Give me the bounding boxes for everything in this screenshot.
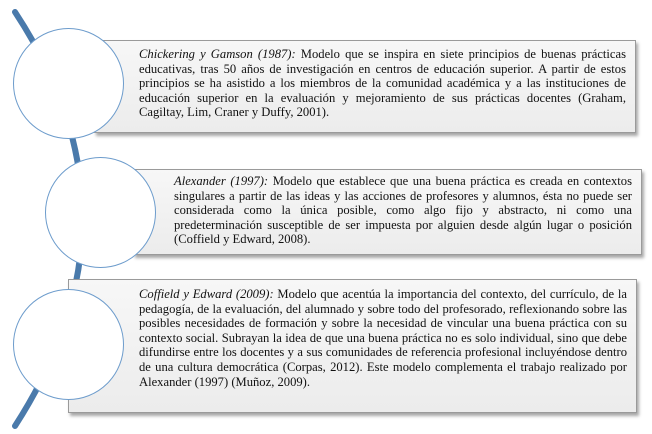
item-author-1: Chickering y Gamson (1987):	[139, 47, 296, 61]
item-text-2	[174, 174, 632, 247]
item-box-2	[133, 169, 642, 255]
item-box-3	[68, 279, 637, 413]
bullet-circle-3	[13, 289, 124, 400]
item-body-2: Modelo que establece que una buena práctica es creada en contextos singulares a partir de las ideas y las acciones de profesores y alumnos, ésta no puede ser considerada como la única posible, como algo fijo y abstracto, ni como una predeterminación susceptible de ser impuesta por alguien desde algún lugar o posición (Coffield y Edward, 2008).	[174, 174, 632, 247]
item-author-3: Coffield y Edward (2009):	[139, 287, 274, 301]
item-box-1	[94, 40, 636, 133]
item-body-1: Modelo que se inspira en siete principios de buenas prácticas educativas, tras 50 años de investigación en centros de educación superior. A partir de estos principios se ha asistido a los miembros de la comunidad académica y a las instituciones de educación superior en la evaluación y mejoramiento de sus prácticas docentes (Graham, Cagiltay, Lim, Craner y Duffy, 2001).	[139, 47, 626, 120]
item-author-2: Alexander (1997):	[174, 174, 269, 188]
item-body-3: Modelo que acentúa la importancia del contexto, del currículo, de la pedagogía, de la evaluación, del alumnado y sobre todo del profesorado, reflexionando sobre las posibles necesidades de formación y sobre la necesidad de vincular una buena práctica con su contexto social. Subrayan la idea de que una buena práctica no es solo individual, sino que debe difundirse entre los docentes y a sus comunidades de referencia profesional incluyéndose dentro de una cultura democrática (Corpas, 2012). Este modelo complementa el trabajo realizado por Alexander (1997) (Muñoz, 2009).	[139, 287, 627, 389]
bullet-circle-2	[45, 157, 156, 268]
item-text-1	[139, 47, 626, 120]
item-text-3	[139, 287, 627, 389]
bullet-circle-1	[13, 28, 124, 139]
